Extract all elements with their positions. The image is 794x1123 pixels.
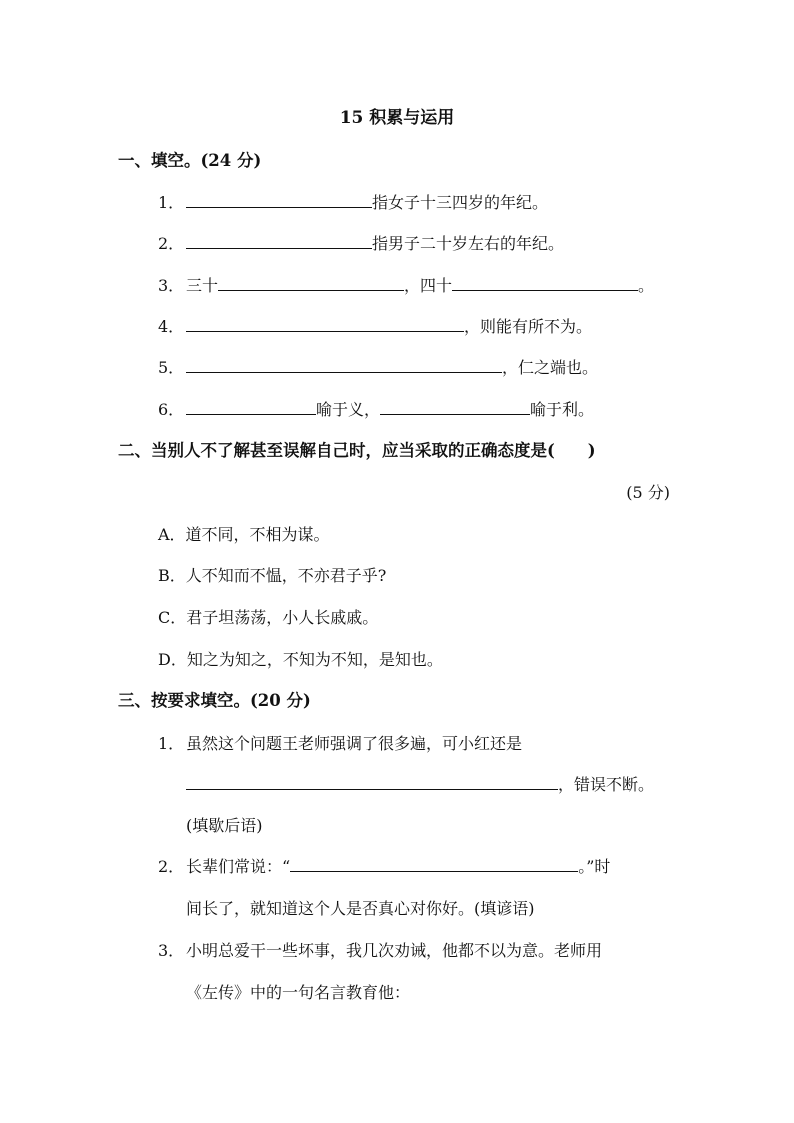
question-number: 1． — [158, 734, 185, 753]
answer-blank[interactable] — [186, 399, 316, 415]
section-3-heading: 三、按要求填空。(20 分) — [118, 691, 311, 710]
question-text: ，则能有所不为。 — [464, 317, 593, 336]
answer-blank[interactable] — [186, 357, 502, 373]
question-number: 2． — [158, 234, 185, 253]
question-text: 虽然这个问题王老师强调了很多遍，可小红还是 — [186, 734, 523, 753]
question-text: ，错误不断。 — [558, 775, 655, 794]
section-2-score: (5 分) — [626, 483, 670, 502]
question-text: 长辈们常说：“ — [186, 857, 291, 876]
answer-blank[interactable] — [290, 856, 578, 872]
question-3-1-note: (填歇后语) — [186, 816, 263, 835]
answer-blank[interactable] — [186, 233, 372, 249]
section-1-heading: 一、填空。(24 分) — [118, 151, 262, 170]
answer-blank[interactable] — [452, 275, 638, 291]
question-1-5 — [158, 357, 598, 379]
answer-blank[interactable] — [186, 316, 464, 332]
question-text: 小明总爱干一些坏事，我几次劝诫，他都不以为意。老师用 — [186, 941, 603, 960]
answer-blank[interactable] — [186, 192, 372, 208]
question-3-3 — [158, 940, 602, 962]
question-3-1 — [158, 733, 522, 755]
question-1-2 — [158, 233, 564, 255]
answer-blank[interactable] — [218, 275, 404, 291]
question-number: 3． — [158, 276, 185, 295]
question-text: 喻于利。 — [530, 400, 595, 419]
answer-blank[interactable] — [186, 774, 558, 790]
question-text: 喻于义， — [316, 400, 381, 419]
question-text: 指女子十三四岁的年纪。 — [372, 193, 549, 212]
option-a[interactable]: A．道不同，不相为谋。 — [158, 525, 330, 544]
question-text: 三十 — [186, 276, 219, 295]
question-3-3-continued: 《左传》中的一句名言教育他： — [186, 983, 411, 1002]
question-text: 。”时 — [578, 857, 611, 876]
answer-blank[interactable] — [380, 399, 530, 415]
page-title: 15 积累与运用 — [339, 108, 455, 128]
question-1-4 — [158, 316, 592, 338]
question-number: 4． — [158, 317, 185, 336]
option-b[interactable]: B．人不知而不愠，不亦君子乎? — [158, 566, 387, 585]
question-text: 指男子二十岁左右的年纪。 — [372, 234, 565, 253]
option-d[interactable]: D．知之为知之，不知为不知，是知也。 — [158, 650, 443, 669]
question-number: 3． — [158, 941, 185, 960]
question-1-1 — [158, 192, 548, 214]
question-text: ，四十 — [404, 276, 453, 295]
section-2-heading: 二、当别人不了解甚至误解自己时，应当采取的正确态度是( ) — [118, 441, 596, 460]
question-text: ，仁之端也。 — [502, 358, 599, 377]
question-number: 1． — [158, 193, 185, 212]
question-3-2 — [158, 856, 610, 878]
question-number: 2． — [158, 857, 185, 876]
question-3-1-answer-line — [186, 774, 654, 796]
question-1-3 — [158, 275, 654, 297]
option-c[interactable]: C．君子坦荡荡，小人长戚戚。 — [158, 608, 379, 627]
question-number: 5． — [158, 358, 185, 377]
question-3-2-continued: 间长了，就知道这个人是否真心对你好。(填谚语) — [186, 899, 535, 918]
question-1-6 — [158, 399, 594, 421]
question-number: 6． — [158, 400, 185, 419]
question-text: 。 — [638, 276, 655, 295]
